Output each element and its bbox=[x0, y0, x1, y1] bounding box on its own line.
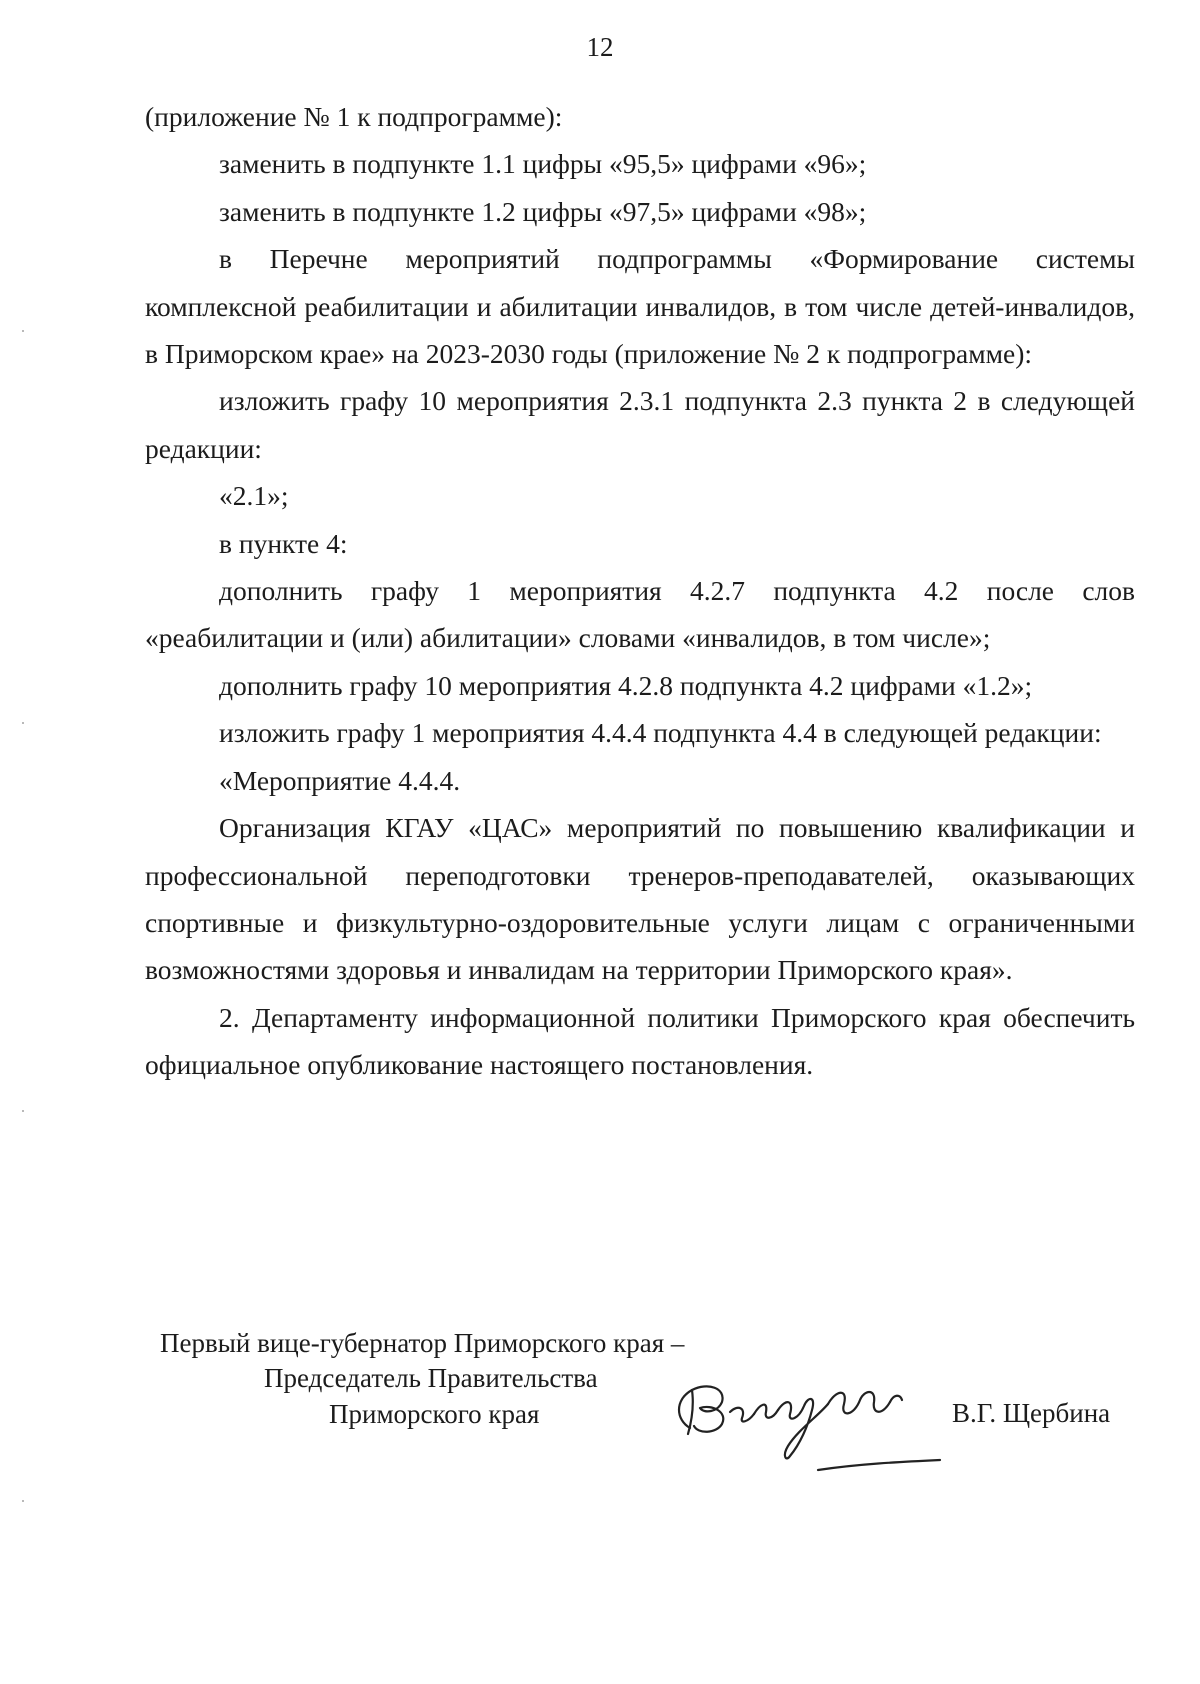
scan-mark bbox=[22, 722, 24, 724]
scan-mark bbox=[22, 1110, 24, 1112]
paragraph-4-2-8: дополнить графу 10 мероприятия 4.2.8 подпункта 4.2 цифрами «1.2»; bbox=[219, 669, 1033, 701]
paragraph-publication-order: 2. Департаменту информационной политики Приморского края обеспечить официальное опубликование настоящего постановления. bbox=[145, 1001, 1135, 1081]
page-number: 12 bbox=[586, 32, 614, 62]
signatory-title-line-1: Первый вице-губернатор Приморского края – bbox=[160, 1328, 685, 1358]
paragraph-column-10-2-3-1: изложить графу 10 мероприятия 2.3.1 подпункта 2.3 пункта 2 в следующей редакции: bbox=[145, 385, 1135, 464]
paragraph-appendix-1-ref: (приложение № 1 к подпрограмме): bbox=[145, 101, 563, 132]
paragraph-point-4: в пункте 4: bbox=[219, 527, 348, 559]
paragraph-4-2-7: дополнить графу 1 мероприятия 4.2.7 подпункта 4.2 после слов «реабилитации и (или) абилитации» словами «инвалидов, в том числе»; bbox=[145, 575, 1135, 654]
handwritten-signature bbox=[668, 1360, 953, 1490]
paragraph-quote-2-1: «2.1»; bbox=[219, 480, 289, 512]
paragraph-replace-1-1: заменить в подпункте 1.1 цифры «95,5» цифрами «96»; bbox=[219, 148, 867, 180]
signatory-title-line-2: Председатель Правительства bbox=[264, 1363, 598, 1393]
paragraph-measures-list: в Перечне мероприятий подпрограммы «Формирование системы комплексной реабилитации и абилитации инвалидов, в том числе детей-инвалидов, в Приморском крае» на 2023-2030 годы (приложение № 2 к подпрограмме): bbox=[145, 243, 1135, 370]
scan-mark bbox=[22, 330, 24, 332]
signatory-title-line-3: Приморского края bbox=[329, 1399, 540, 1429]
paragraph-measure-4-4-4-text: Организация КГАУ «ЦАС» мероприятий по повышению квалификации и профессиональной переподготовки тренеров-преподавателей, оказывающих спортивные и физкультурно-оздоровительные услуги лицам с ограниченными возможностями здоровья и инвалидам на территории Приморского края». bbox=[145, 812, 1135, 986]
paragraph-replace-1-2: заменить в подпункте 1.2 цифры «97,5» цифрами «98»; bbox=[219, 195, 867, 227]
paragraph-4-4-4-edit: изложить графу 1 мероприятия 4.4.4 подпункта 4.4 в следующей редакции: bbox=[219, 717, 1102, 749]
signature-block bbox=[0, 1320, 1200, 1490]
signatory-name: В.Г. Щербина bbox=[952, 1398, 1111, 1428]
paragraph-measure-4-4-4-title: «Мероприятие 4.4.4. bbox=[219, 764, 461, 796]
scan-mark bbox=[22, 1500, 24, 1502]
document-body bbox=[145, 93, 1135, 1089]
